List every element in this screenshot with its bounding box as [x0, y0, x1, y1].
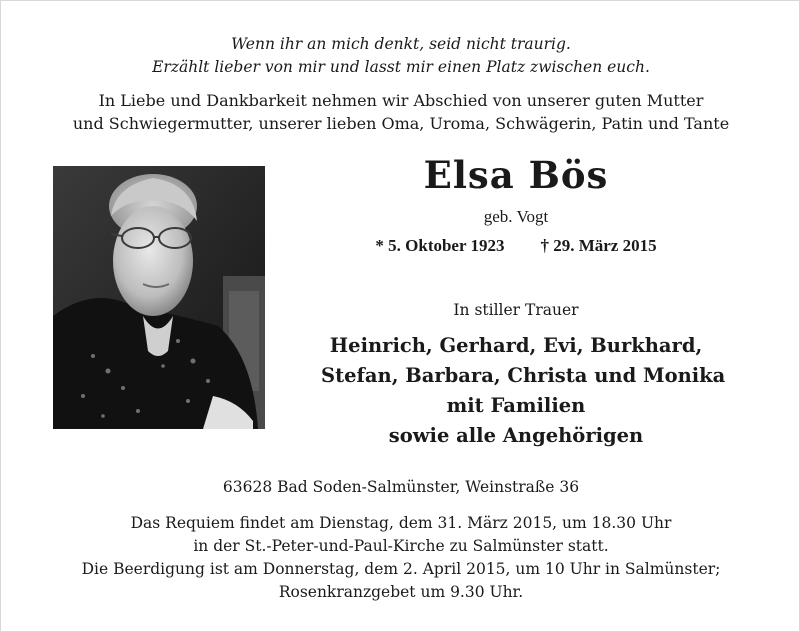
motto	[1, 33, 800, 79]
intro-line: und Schwiegermutter, unserer lieben Oma, Uroma, Schwägerin, Patin und Tante	[72, 114, 730, 133]
service-info	[1, 512, 800, 604]
death-date: † 29. März 2015	[540, 236, 657, 255]
family-line: Stefan, Barbara, Christa und Monika	[321, 364, 726, 387]
family-list	[321, 331, 726, 451]
family-line: sowie alle Angehörigen	[388, 424, 644, 447]
motto-line: Erzählt lieber von mir und lasst mir einen Platz zwischen euch.	[152, 58, 650, 76]
service-line: Rosenkranzgebet um 9.30 Uhr.	[278, 583, 524, 601]
mourning-label: In stiller Trauer	[453, 301, 579, 319]
service-line: in der St.-Peter-und-Paul-Kirche zu Salmünster statt.	[193, 537, 609, 555]
service-line: Die Beerdigung ist am Donnerstag, dem 2. April 2015, um 10 Uhr in Salmünster;	[81, 560, 721, 578]
maiden-name: geb. Vogt	[483, 207, 549, 226]
life-dates	[341, 236, 691, 256]
address: 63628 Bad Soden-Salmünster, Weinstraße 36	[222, 478, 580, 496]
deceased-name: Elsa Bös	[423, 153, 609, 197]
family-line: Heinrich, Gerhard, Evi, Burkhard,	[329, 334, 703, 357]
family-line: mit Familien	[446, 394, 586, 417]
intro-text	[1, 89, 800, 135]
service-line: Das Requiem findet am Dienstag, dem 31. März 2015, um 18.30 Uhr	[130, 514, 672, 532]
motto-line: Wenn ihr an mich denkt, seid nicht traurig.	[231, 35, 571, 53]
birth-date: * 5. Oktober 1923	[375, 236, 505, 255]
intro-line: In Liebe und Dankbarkeit nehmen wir Abschied von unserer guten Mutter	[98, 91, 704, 110]
portrait-photo	[53, 166, 265, 429]
